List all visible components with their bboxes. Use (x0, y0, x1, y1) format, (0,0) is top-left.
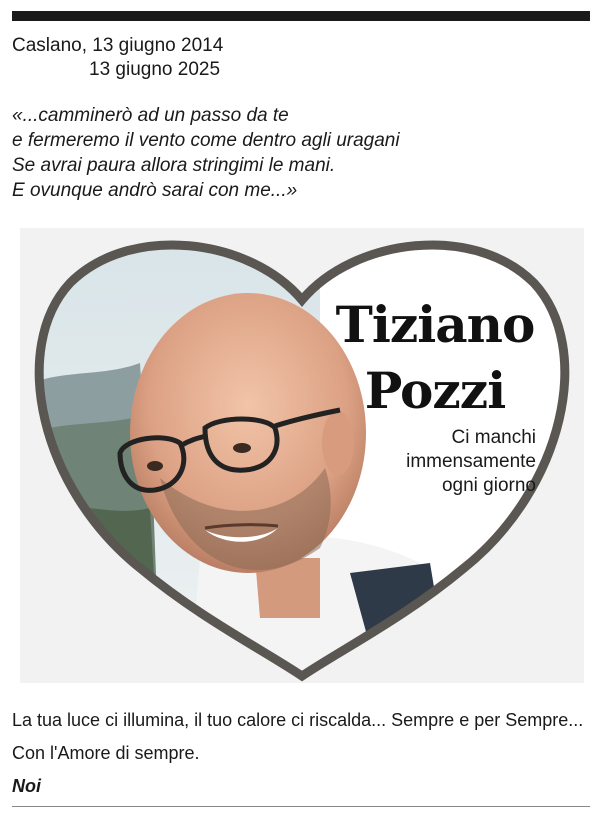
deceased-last-name: Pozzi (364, 361, 506, 420)
closing-block (12, 704, 592, 803)
bottom-rule (12, 806, 590, 807)
quote-line: Se avrai paura allora stringimi le mani. (12, 155, 336, 176)
anniversary-date: 13 giugno 2025 (89, 59, 221, 80)
tagline-line: ogni giorno (441, 475, 536, 496)
quote-block (12, 103, 572, 203)
tagline-line: immensamente (406, 451, 536, 472)
quote-line: e fermeremo il vento come dentro agli uragani (12, 130, 400, 151)
closing-line-1: La tua luce ci illumina, il tuo calore ci riscalda... Sempre e per Sempre... (12, 710, 584, 730)
place-date: Caslano, 13 giugno 2014 (12, 35, 224, 56)
tagline-line: Ci manchi (451, 427, 536, 448)
signature: Noi (12, 776, 41, 796)
memorial-tagline (360, 426, 536, 498)
quote-line: E ovunque andrò sarai con me...» (12, 180, 298, 201)
closing-line-2: Con l'Amore di sempre. (12, 743, 200, 763)
date-block (12, 34, 223, 82)
top-rule (12, 11, 590, 21)
quote-line: «...camminerò ad un passo da te (12, 105, 289, 126)
deceased-first-name: Tiziano (335, 295, 535, 354)
